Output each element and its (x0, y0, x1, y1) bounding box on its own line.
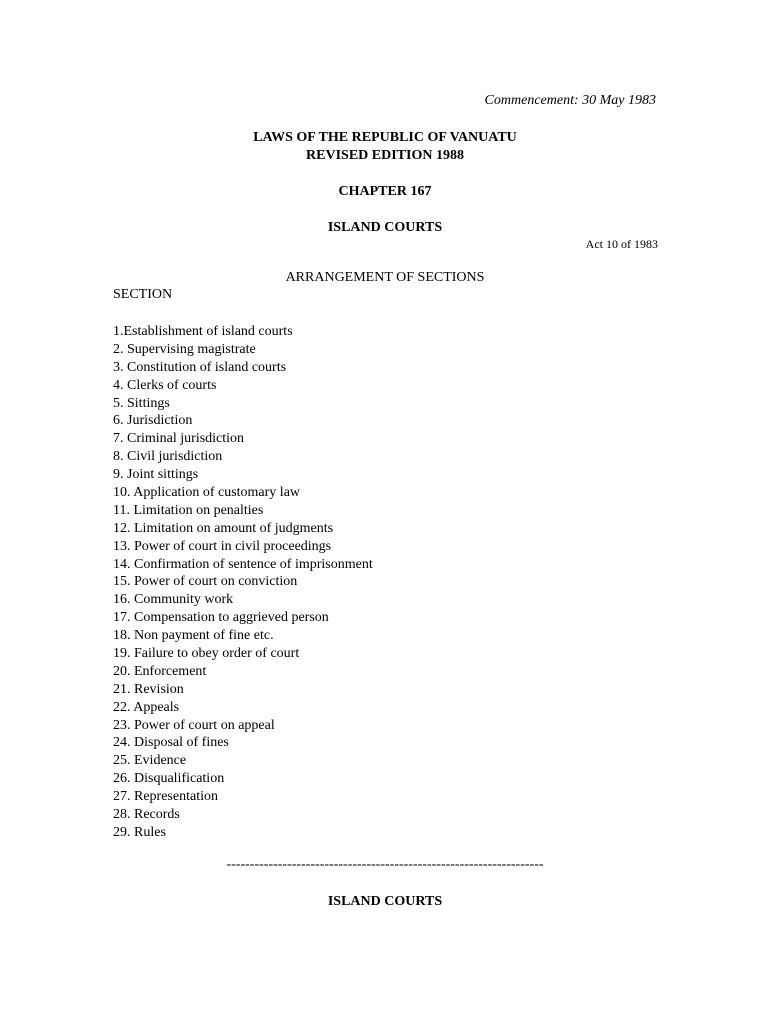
document-title-line1: LAWS OF THE REPUBLIC OF VANUATU (253, 130, 517, 145)
section-item: 24. Disposal of fines (113, 735, 229, 751)
section-item: 21. Revision (113, 681, 184, 697)
section-item: 15. Power of court on conviction (113, 574, 298, 590)
section-item: 6. Jurisdiction (113, 413, 193, 429)
section-divider: -------------------------------------------------------------------- (226, 857, 544, 872)
section-item: 16. Community work (113, 592, 234, 608)
section-item: 19. Failure to obey order of court (113, 646, 300, 662)
section-item: 20. Enforcement (113, 663, 207, 679)
section-item: 9. Joint sittings (113, 467, 199, 483)
section-item: 12. Limitation on amount of judgments (113, 520, 334, 536)
section-item: 13. Power of court in civil proceedings (113, 538, 332, 554)
section-item: 8. Civil jurisdiction (113, 449, 223, 465)
section-item: 29. Rules (113, 824, 166, 840)
arrangement-heading: ARRANGEMENT OF SECTIONS (285, 270, 485, 285)
act-heading: ISLAND COURTS (327, 220, 443, 235)
chapter-heading: CHAPTER 167 (338, 184, 432, 199)
section-label: SECTION (113, 287, 173, 302)
section-item: 10. Application of customary law (113, 485, 301, 501)
section-item: 27. Representation (113, 789, 218, 805)
section-item: 1.Establishment of island courts (113, 324, 293, 339)
section-item: 25. Evidence (113, 753, 187, 769)
act-reference: Act 10 of 1983 (585, 237, 658, 251)
section-item: 2. Supervising magistrate (113, 341, 256, 357)
section-item: 23. Power of court on appeal (113, 717, 275, 733)
section-item: 14. Confirmation of sentence of imprisonment (113, 556, 373, 572)
section-item: 18. Non payment of fine etc. (113, 628, 274, 644)
section-item: 17. Compensation to aggrieved person (113, 610, 329, 626)
body-heading: ISLAND COURTS (327, 894, 443, 909)
section-item: 3. Constitution of island courts (113, 359, 287, 375)
section-item: 7. Criminal jurisdiction (113, 431, 245, 447)
section-list (113, 323, 373, 842)
section-item: 5. Sittings (113, 395, 170, 411)
document-title-line2: REVISED EDITION 1988 (306, 148, 464, 163)
section-item: 11. Limitation on penalties (113, 502, 264, 518)
section-item: 28. Records (113, 807, 180, 823)
section-item: 22. Appeals (113, 699, 180, 715)
section-item: 4. Clerks of courts (113, 377, 217, 393)
section-item: 26. Disqualification (113, 771, 225, 787)
commencement-date: Commencement: 30 May 1983 (484, 93, 656, 108)
